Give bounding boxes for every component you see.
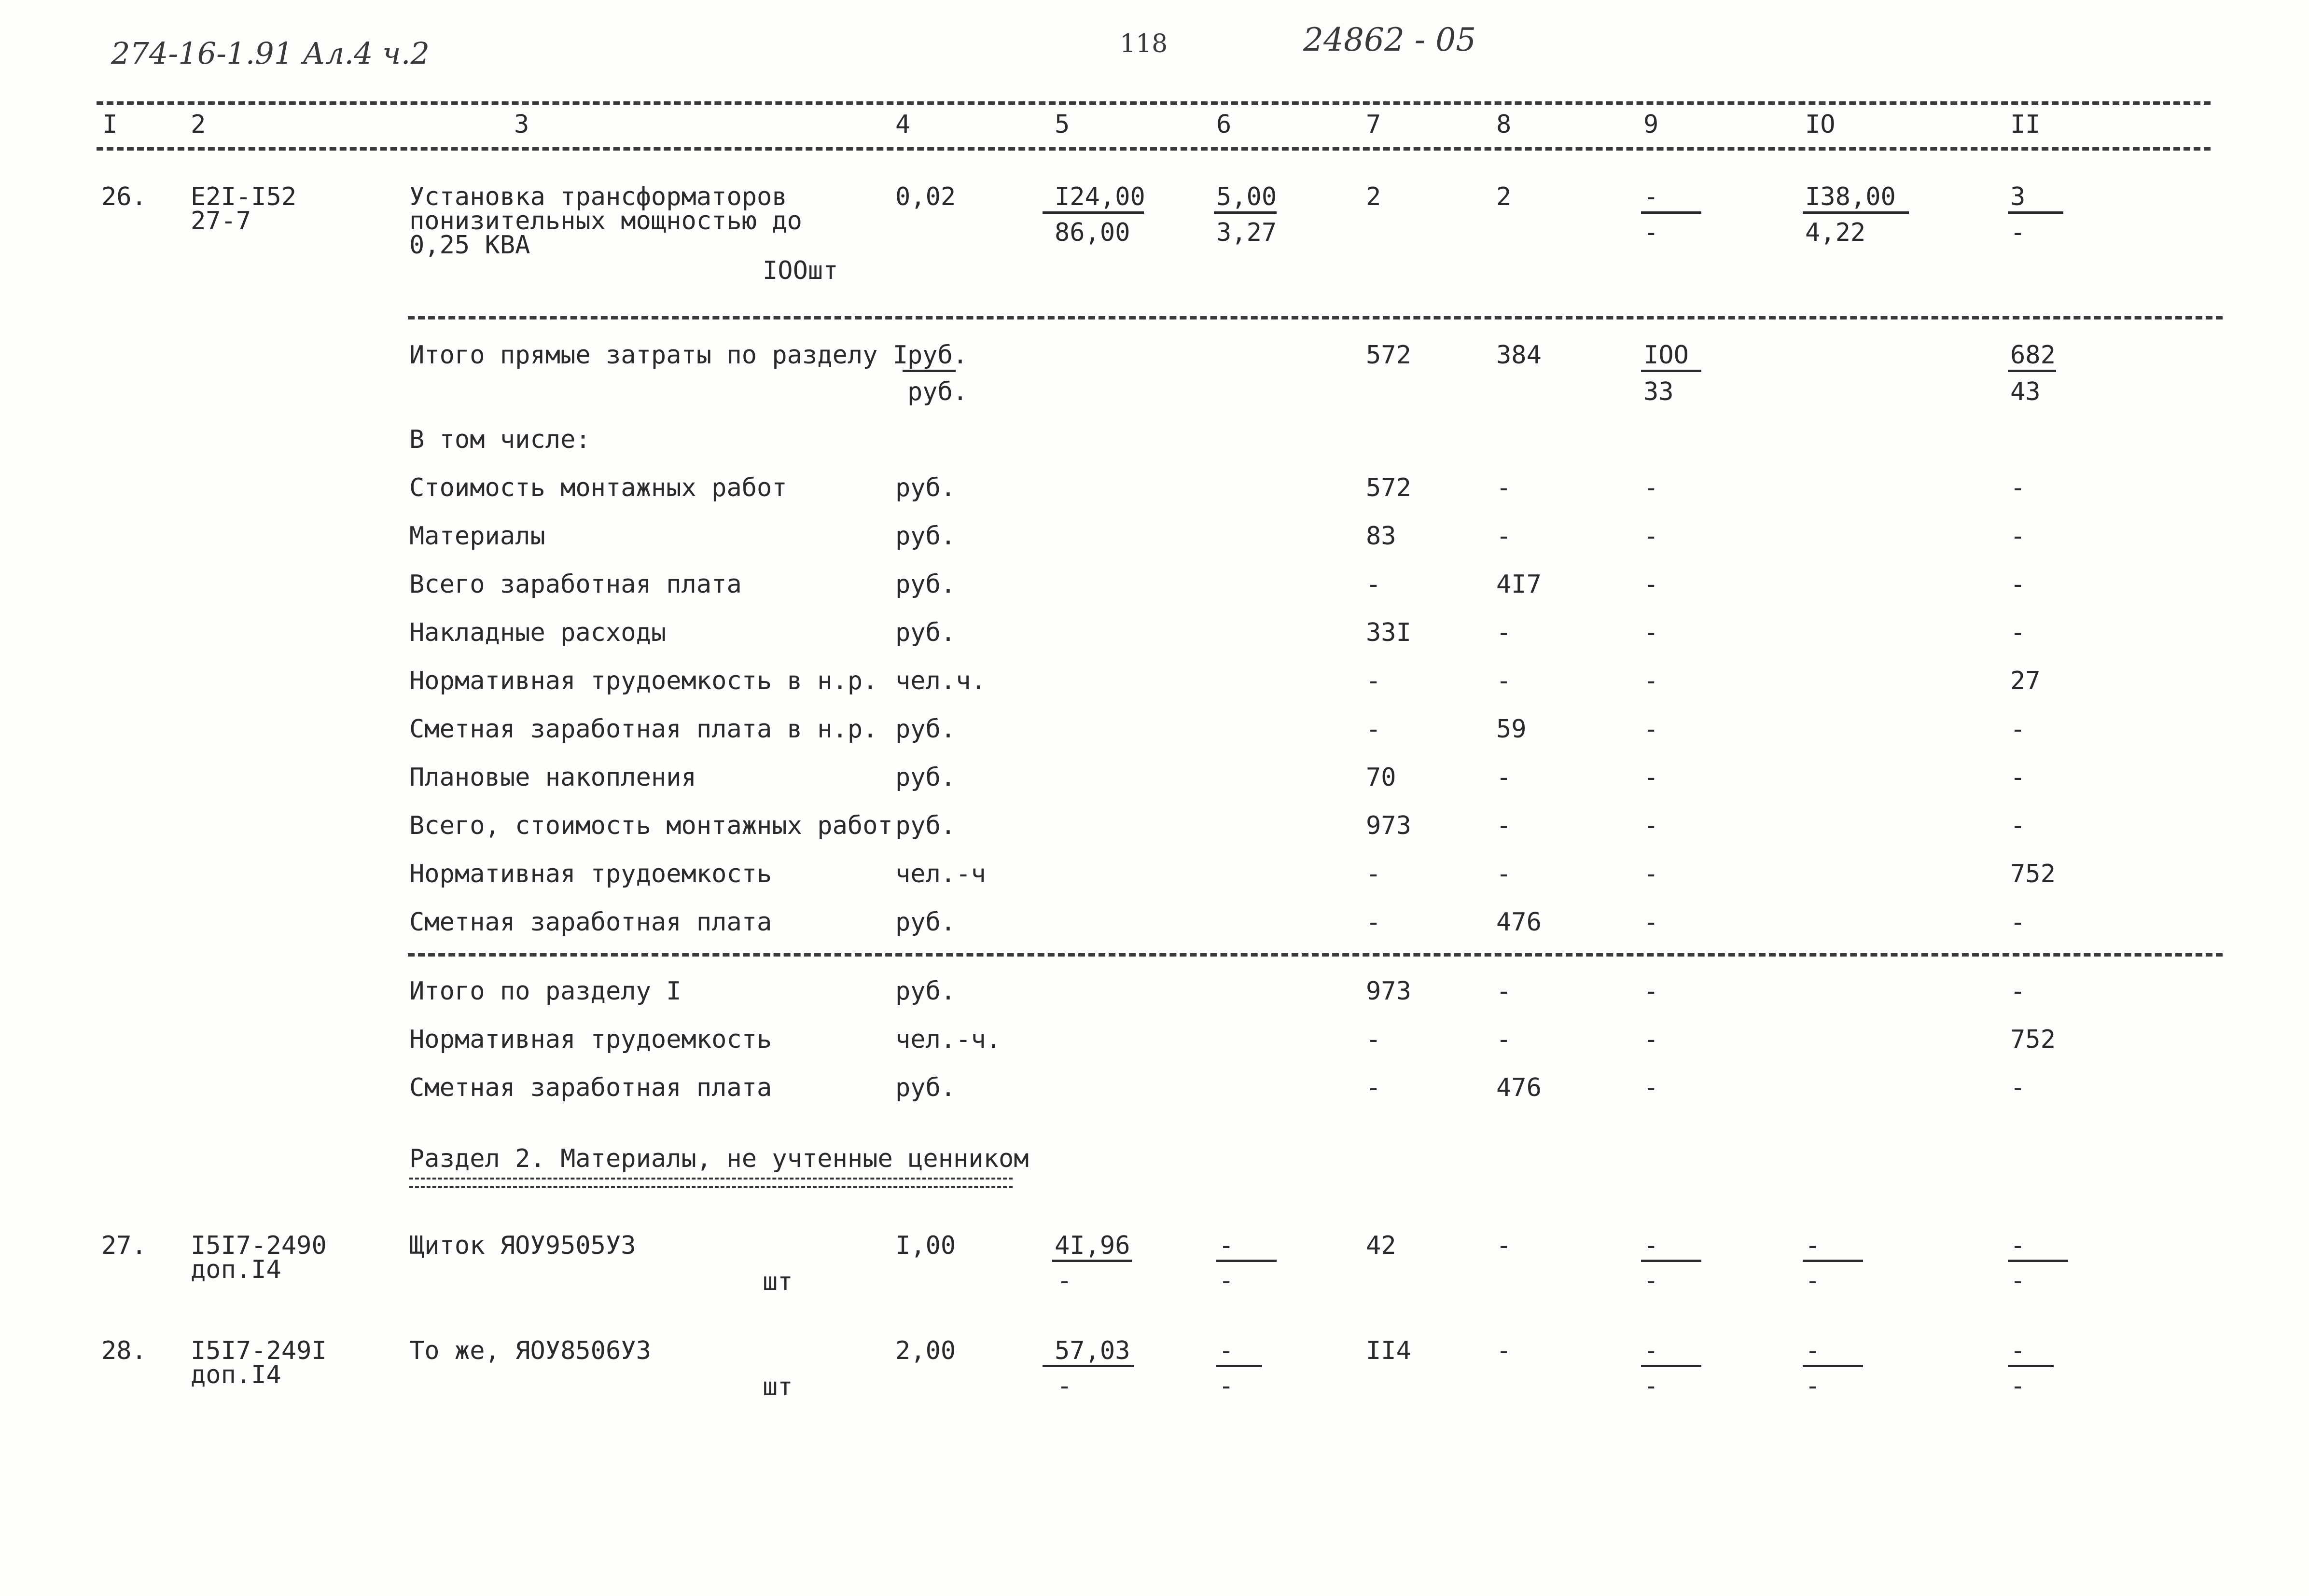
col7-value: II4 bbox=[1366, 1336, 1411, 1365]
col11-value: - bbox=[2010, 811, 2026, 840]
row-label: Сметная заработная плата в н.р. bbox=[409, 715, 878, 744]
col5-bottom: 86,00 bbox=[1055, 218, 1130, 247]
col-header-5: 5 bbox=[1055, 110, 1070, 139]
row-unit: руб. bbox=[895, 473, 956, 502]
col10-underline bbox=[1803, 1365, 1863, 1367]
col5-top: I24,00 bbox=[1055, 182, 1145, 211]
total-direct-col9-top: IOO bbox=[1643, 341, 1689, 370]
including-label: В том числе: bbox=[409, 425, 591, 454]
col9-value: - bbox=[1643, 977, 1659, 1006]
col7-value: 973 bbox=[1366, 811, 1411, 840]
col5-top: 4I,96 bbox=[1055, 1231, 1130, 1260]
row-label: Нормативная трудоемкость bbox=[409, 1025, 772, 1054]
col-header-4: 4 bbox=[895, 110, 911, 139]
total-direct-col11-bottom: 43 bbox=[2010, 377, 2041, 406]
row-unit: руб. bbox=[895, 908, 956, 937]
col5-bottom: - bbox=[1057, 1372, 1072, 1401]
col7-value: 70 bbox=[1366, 763, 1396, 792]
col-header-11: II bbox=[2010, 110, 2041, 139]
col10-bottom: 4,22 bbox=[1805, 218, 1866, 247]
col9-value: - bbox=[1643, 715, 1659, 744]
row-label: Сметная заработная плата bbox=[409, 1073, 772, 1102]
item-unit: шт bbox=[763, 1373, 793, 1402]
total-direct-col11-top: 682 bbox=[2010, 341, 2056, 370]
col8-value: - bbox=[1496, 473, 1512, 502]
item-name-line1: Установка трансформаторов bbox=[409, 182, 787, 211]
quantity: 0,02 bbox=[895, 182, 956, 211]
col10-top: I38,00 bbox=[1805, 182, 1896, 211]
section-rule-2 bbox=[408, 953, 2223, 957]
col9-value: - bbox=[1643, 570, 1659, 599]
total-direct-unit-underline bbox=[903, 370, 956, 372]
item-name-line3: 0,25 КВА bbox=[409, 231, 530, 260]
total-direct-label: Итого прямые затраты по разделу I bbox=[409, 341, 908, 370]
col11-top: 3 bbox=[2010, 182, 2026, 211]
row-unit: руб. bbox=[895, 522, 956, 551]
price-code-sub: доп.I4 bbox=[191, 1360, 281, 1389]
col7-value: 33I bbox=[1366, 618, 1411, 647]
col8-value: - bbox=[1496, 977, 1512, 1006]
col10-underline bbox=[1803, 1260, 1863, 1262]
col5-underline bbox=[1052, 1260, 1132, 1262]
col8-value: 59 bbox=[1496, 715, 1527, 744]
col11-underline bbox=[2008, 211, 2063, 214]
col8-value: - bbox=[1496, 811, 1512, 840]
row-label: Материалы bbox=[409, 522, 545, 551]
col9-top: - bbox=[1643, 1231, 1659, 1260]
col8-value: - bbox=[1496, 763, 1512, 792]
price-code-sub: 27-7 bbox=[191, 207, 251, 236]
price-code: Е2I-I52 bbox=[191, 182, 297, 211]
row-unit: руб. bbox=[895, 763, 956, 792]
col7-value: - bbox=[1366, 570, 1381, 599]
col7-value: 83 bbox=[1366, 522, 1396, 551]
section2-title: Раздел 2. Материалы, не учтенные ценником bbox=[409, 1144, 1029, 1173]
col7-value: 2 bbox=[1366, 182, 1381, 211]
row-unit: руб. bbox=[895, 811, 956, 840]
row-unit: руб. bbox=[895, 977, 956, 1006]
row-label: Сметная заработная плата bbox=[409, 908, 772, 937]
col9-value: - bbox=[1643, 618, 1659, 647]
total-direct-col9-bottom: 33 bbox=[1643, 377, 1674, 406]
section-rule bbox=[408, 316, 2223, 319]
row-label: Накладные расходы bbox=[409, 618, 667, 647]
col6-bottom: 3,27 bbox=[1216, 218, 1277, 247]
col11-value: - bbox=[2010, 908, 2026, 937]
col-header-1: I bbox=[102, 110, 118, 139]
col9-value: - bbox=[1643, 1025, 1659, 1054]
row-label: Итого по разделу I bbox=[409, 977, 682, 1006]
col5-underline bbox=[1043, 211, 1144, 214]
col6-top: - bbox=[1219, 1231, 1234, 1260]
header-top-rule bbox=[97, 101, 2211, 105]
col-header-6: 6 bbox=[1216, 110, 1232, 139]
document-number: 24862 - 05 bbox=[1303, 21, 1476, 58]
col7-value: - bbox=[1366, 860, 1381, 888]
col9-bottom: - bbox=[1643, 218, 1659, 247]
col9-value: - bbox=[1643, 860, 1659, 888]
col7-value: - bbox=[1366, 1073, 1381, 1102]
row-number: 26. bbox=[101, 182, 147, 211]
document-reference: 274-16-1.91 Ал.4 ч.2 bbox=[111, 36, 430, 71]
col9-value: - bbox=[1643, 522, 1659, 551]
col9-value: - bbox=[1643, 473, 1659, 502]
col10-underline bbox=[1803, 211, 1909, 214]
col8-value: - bbox=[1496, 522, 1512, 551]
section2-title-double-underline bbox=[409, 1178, 1013, 1188]
total-direct-col9-underline bbox=[1641, 370, 1701, 372]
total-direct-unit-bottom: руб. bbox=[907, 377, 968, 406]
col9-underline bbox=[1641, 211, 1701, 214]
col11-underline bbox=[2008, 1260, 2068, 1262]
row-label: Нормативная трудоемкость bbox=[409, 860, 772, 888]
row-number: 28. bbox=[101, 1336, 147, 1365]
col11-value: - bbox=[2010, 763, 2026, 792]
header-bottom-rule bbox=[97, 147, 2211, 151]
col7-value: 973 bbox=[1366, 977, 1411, 1006]
col5-underline bbox=[1043, 1365, 1134, 1367]
col9-top: - bbox=[1643, 182, 1659, 211]
quantity: I,00 bbox=[895, 1231, 956, 1260]
col7-value: - bbox=[1366, 715, 1381, 744]
col11-bottom: - bbox=[2010, 218, 2026, 247]
col8-value: - bbox=[1496, 860, 1512, 888]
col6-bottom: - bbox=[1219, 1372, 1234, 1401]
total-direct-unit-top: руб. bbox=[907, 341, 968, 370]
col11-bottom: - bbox=[2010, 1372, 2026, 1401]
col11-value: - bbox=[2010, 1073, 2026, 1102]
col11-bottom: - bbox=[2010, 1266, 2026, 1295]
total-direct-col7: 572 bbox=[1366, 341, 1411, 370]
col9-value: - bbox=[1643, 811, 1659, 840]
col6-underline bbox=[1214, 211, 1277, 214]
col8-value: - bbox=[1496, 1231, 1512, 1260]
row-unit: руб. bbox=[895, 570, 956, 599]
col10-top: - bbox=[1805, 1336, 1821, 1365]
item-unit: IOOшт bbox=[763, 256, 838, 285]
row-unit: руб. bbox=[895, 1073, 956, 1102]
col5-bottom: - bbox=[1057, 1266, 1072, 1295]
col6-top: 5,00 bbox=[1216, 182, 1277, 211]
col9-bottom: - bbox=[1643, 1266, 1659, 1295]
col10-bottom: - bbox=[1805, 1266, 1821, 1295]
col7-value: - bbox=[1366, 1025, 1381, 1054]
item-name: Щиток ЯОУ9505У3 bbox=[409, 1231, 636, 1260]
page-number: 118 bbox=[1120, 29, 1168, 58]
row-label: Нормативная трудоемкость в н.р. bbox=[409, 666, 878, 695]
col11-value: 752 bbox=[2010, 860, 2056, 888]
col8-value: 2 bbox=[1496, 182, 1512, 211]
col8-value: 4I7 bbox=[1496, 570, 1542, 599]
col9-value: - bbox=[1643, 666, 1659, 695]
col11-value: 27 bbox=[2010, 666, 2041, 695]
price-code-sub: доп.I4 bbox=[191, 1255, 281, 1284]
row-label: Всего, стоимость монтажных работ bbox=[409, 811, 893, 840]
col9-value: - bbox=[1643, 908, 1659, 937]
row-unit: чел.-ч bbox=[895, 860, 986, 888]
col11-value: - bbox=[2010, 977, 2026, 1006]
col-header-3: 3 bbox=[514, 110, 529, 139]
col-header-7: 7 bbox=[1366, 110, 1381, 139]
total-direct-col8: 384 bbox=[1496, 341, 1542, 370]
row-label: Плановые накопления bbox=[409, 763, 696, 792]
col6-underline bbox=[1216, 1260, 1277, 1262]
price-code: I5I7-2490 bbox=[191, 1231, 327, 1260]
row-unit: руб. bbox=[895, 715, 956, 744]
col8-value: 476 bbox=[1496, 908, 1542, 937]
col11-value: - bbox=[2010, 570, 2026, 599]
col6-bottom: - bbox=[1219, 1266, 1234, 1295]
col5-top: 57,03 bbox=[1055, 1336, 1130, 1365]
col11-value: - bbox=[2010, 522, 2026, 551]
col11-value: - bbox=[2010, 618, 2026, 647]
col9-underline bbox=[1641, 1260, 1701, 1262]
item-unit: шт bbox=[763, 1267, 793, 1296]
row-unit: чел.ч. bbox=[895, 666, 986, 695]
row-label: Всего заработная плата bbox=[409, 570, 742, 599]
col10-top: - bbox=[1805, 1231, 1821, 1260]
col7-value: 572 bbox=[1366, 473, 1411, 502]
col11-value: - bbox=[2010, 715, 2026, 744]
col8-value: 476 bbox=[1496, 1073, 1542, 1102]
col10-bottom: - bbox=[1805, 1372, 1821, 1401]
item-name: То же, ЯОУ8506У3 bbox=[409, 1336, 651, 1365]
col9-top: - bbox=[1643, 1336, 1659, 1365]
col9-value: - bbox=[1643, 1073, 1659, 1102]
col9-value: - bbox=[1643, 763, 1659, 792]
col-header-9: 9 bbox=[1643, 110, 1659, 139]
col9-underline bbox=[1641, 1365, 1701, 1367]
col-header-10: IO bbox=[1805, 110, 1836, 139]
col7-value: - bbox=[1366, 666, 1381, 695]
total-direct-col11-underline bbox=[2008, 370, 2056, 372]
quantity: 2,00 bbox=[895, 1336, 956, 1365]
col11-top: - bbox=[2010, 1231, 2026, 1260]
col7-value: - bbox=[1366, 908, 1381, 937]
col8-value: - bbox=[1496, 666, 1512, 695]
row-unit: руб. bbox=[895, 618, 956, 647]
col11-value: - bbox=[2010, 473, 2026, 502]
col6-underline bbox=[1216, 1365, 1262, 1367]
col11-value: 752 bbox=[2010, 1025, 2056, 1054]
col7-value: 42 bbox=[1366, 1231, 1396, 1260]
row-unit: чел.-ч. bbox=[895, 1025, 1001, 1054]
col8-value: - bbox=[1496, 618, 1512, 647]
col11-underline bbox=[2008, 1365, 2054, 1367]
col9-bottom: - bbox=[1643, 1372, 1659, 1401]
row-label: Стоимость монтажных работ bbox=[409, 473, 787, 502]
col6-top: - bbox=[1219, 1336, 1234, 1365]
col11-top: - bbox=[2010, 1336, 2026, 1365]
col8-value: - bbox=[1496, 1025, 1512, 1054]
row-number: 27. bbox=[101, 1231, 147, 1260]
col8-value: - bbox=[1496, 1336, 1512, 1365]
price-code: I5I7-249I bbox=[191, 1336, 327, 1365]
col-header-2: 2 bbox=[191, 110, 206, 139]
col-header-8: 8 bbox=[1496, 110, 1512, 139]
item-name-line2: понизительных мощностью до bbox=[409, 207, 802, 236]
